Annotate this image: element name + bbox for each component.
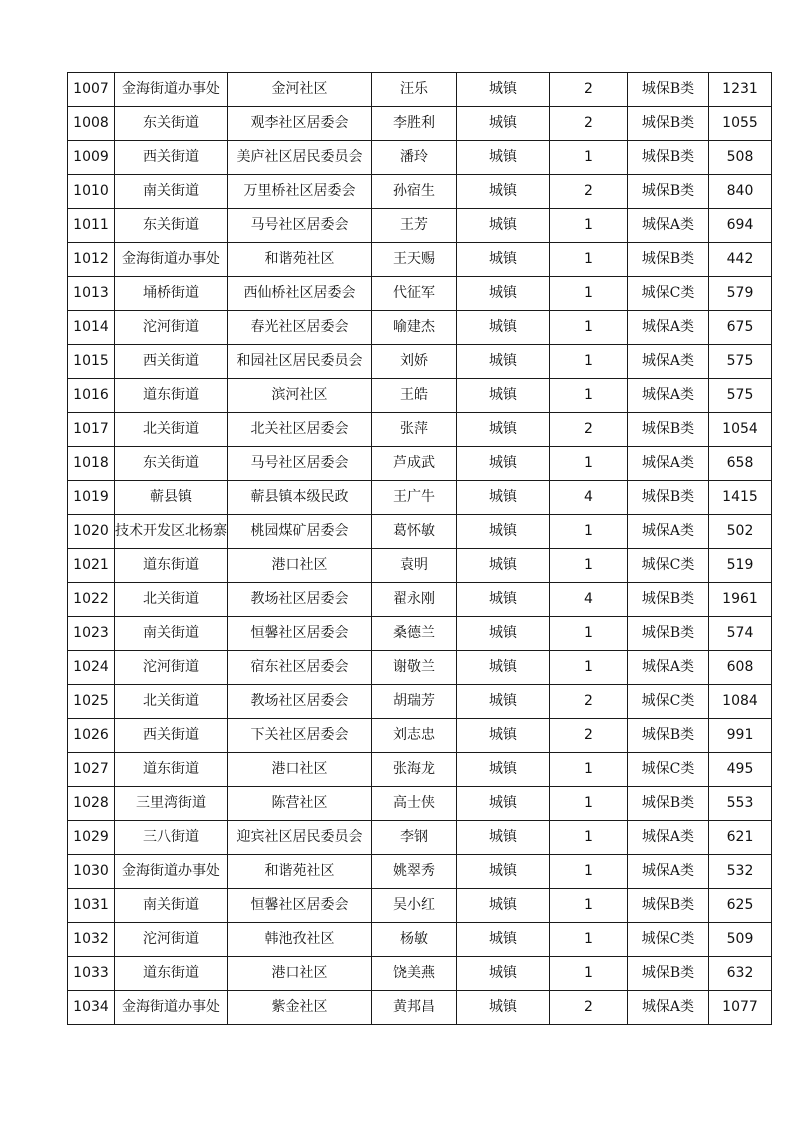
beneficiary-table	[67, 72, 772, 1025]
community-cell: 滨河社区	[228, 379, 372, 413]
household-size-cell: 2	[550, 107, 628, 141]
amount-cell: 675	[709, 311, 772, 345]
community-cell: 和谐苑社区	[228, 855, 372, 889]
household-size-cell: 1	[550, 243, 628, 277]
table-row	[68, 821, 772, 855]
community-cell: 陈营社区	[228, 787, 372, 821]
area-type-cell: 城镇	[457, 583, 550, 617]
household-size-cell: 1	[550, 923, 628, 957]
amount-cell: 632	[709, 957, 772, 991]
table-body	[68, 73, 772, 1025]
street-cell: 蕲县镇	[115, 481, 228, 515]
name-cell: 葛怀敏	[372, 515, 457, 549]
household-size-cell: 1	[550, 209, 628, 243]
household-size-cell: 1	[550, 345, 628, 379]
category-cell: 城保B类	[628, 583, 709, 617]
name-cell: 李钢	[372, 821, 457, 855]
street-cell: 道东街道	[115, 549, 228, 583]
table-row	[68, 175, 772, 209]
table-row	[68, 923, 772, 957]
household-size-cell: 1	[550, 753, 628, 787]
name-cell: 张萍	[372, 413, 457, 447]
table-row	[68, 107, 772, 141]
row-number-cell: 1012	[68, 243, 115, 277]
name-cell: 张海龙	[372, 753, 457, 787]
category-cell: 城保C类	[628, 277, 709, 311]
name-cell: 王广牛	[372, 481, 457, 515]
name-cell: 杨敏	[372, 923, 457, 957]
row-number-cell: 1030	[68, 855, 115, 889]
table-row	[68, 787, 772, 821]
community-cell: 观李社区居委会	[228, 107, 372, 141]
area-type-cell: 城镇	[457, 991, 550, 1025]
row-number-cell: 1014	[68, 311, 115, 345]
street-cell: 南关街道	[115, 889, 228, 923]
name-cell: 黄邦昌	[372, 991, 457, 1025]
table-row	[68, 379, 772, 413]
area-type-cell: 城镇	[457, 413, 550, 447]
row-number-cell: 1019	[68, 481, 115, 515]
community-cell: 港口社区	[228, 957, 372, 991]
area-type-cell: 城镇	[457, 481, 550, 515]
name-cell: 谢敬兰	[372, 651, 457, 685]
household-size-cell: 1	[550, 889, 628, 923]
amount-cell: 1231	[709, 73, 772, 107]
amount-cell: 1415	[709, 481, 772, 515]
category-cell: 城保B类	[628, 481, 709, 515]
area-type-cell: 城镇	[457, 787, 550, 821]
area-type-cell: 城镇	[457, 889, 550, 923]
community-cell: 教场社区居委会	[228, 685, 372, 719]
name-cell: 喻建杰	[372, 311, 457, 345]
amount-cell: 840	[709, 175, 772, 209]
amount-cell: 532	[709, 855, 772, 889]
household-size-cell: 1	[550, 447, 628, 481]
amount-cell: 502	[709, 515, 772, 549]
area-type-cell: 城镇	[457, 923, 550, 957]
household-size-cell: 2	[550, 685, 628, 719]
table-row	[68, 345, 772, 379]
amount-cell: 509	[709, 923, 772, 957]
row-number-cell: 1028	[68, 787, 115, 821]
area-type-cell: 城镇	[457, 549, 550, 583]
name-cell: 吴小红	[372, 889, 457, 923]
category-cell: 城保C类	[628, 549, 709, 583]
community-cell: 港口社区	[228, 753, 372, 787]
row-number-cell: 1034	[68, 991, 115, 1025]
row-number-cell: 1023	[68, 617, 115, 651]
category-cell: 城保B类	[628, 617, 709, 651]
community-cell: 桃园煤矿居委会	[228, 515, 372, 549]
name-cell: 刘志忠	[372, 719, 457, 753]
household-size-cell: 1	[550, 277, 628, 311]
row-number-cell: 1007	[68, 73, 115, 107]
category-cell: 城保B类	[628, 107, 709, 141]
street-cell: 金海街道办事处	[115, 855, 228, 889]
table-row	[68, 651, 772, 685]
community-cell: 宿东社区居委会	[228, 651, 372, 685]
name-cell: 潘玲	[372, 141, 457, 175]
household-size-cell: 1	[550, 379, 628, 413]
street-cell: 西关街道	[115, 141, 228, 175]
name-cell: 李胜利	[372, 107, 457, 141]
street-cell: 金海街道办事处	[115, 991, 228, 1025]
household-size-cell: 4	[550, 583, 628, 617]
amount-cell: 574	[709, 617, 772, 651]
name-cell: 袁明	[372, 549, 457, 583]
row-number-cell: 1027	[68, 753, 115, 787]
row-number-cell: 1021	[68, 549, 115, 583]
category-cell: 城保B类	[628, 73, 709, 107]
street-cell: 沱河街道	[115, 923, 228, 957]
name-cell: 代征军	[372, 277, 457, 311]
area-type-cell: 城镇	[457, 617, 550, 651]
category-cell: 城保B类	[628, 413, 709, 447]
table-row	[68, 481, 772, 515]
table-row	[68, 855, 772, 889]
name-cell: 姚翠秀	[372, 855, 457, 889]
household-size-cell: 1	[550, 549, 628, 583]
community-cell: 美庐社区居民委员会	[228, 141, 372, 175]
name-cell: 刘娇	[372, 345, 457, 379]
area-type-cell: 城镇	[457, 855, 550, 889]
area-type-cell: 城镇	[457, 685, 550, 719]
category-cell: 城保A类	[628, 651, 709, 685]
name-cell: 孙宿生	[372, 175, 457, 209]
row-number-cell: 1020	[68, 515, 115, 549]
street-cell: 道东街道	[115, 379, 228, 413]
category-cell: 城保A类	[628, 345, 709, 379]
amount-cell: 1077	[709, 991, 772, 1025]
category-cell: 城保A类	[628, 311, 709, 345]
area-type-cell: 城镇	[457, 73, 550, 107]
row-number-cell: 1016	[68, 379, 115, 413]
amount-cell: 495	[709, 753, 772, 787]
row-number-cell: 1029	[68, 821, 115, 855]
category-cell: 城保B类	[628, 889, 709, 923]
category-cell: 城保A类	[628, 447, 709, 481]
row-number-cell: 1011	[68, 209, 115, 243]
household-size-cell: 2	[550, 991, 628, 1025]
table-row	[68, 515, 772, 549]
table-row	[68, 311, 772, 345]
area-type-cell: 城镇	[457, 345, 550, 379]
category-cell: 城保A类	[628, 855, 709, 889]
table-row	[68, 277, 772, 311]
name-cell: 王天赐	[372, 243, 457, 277]
amount-cell: 1055	[709, 107, 772, 141]
street-cell: 东关街道	[115, 209, 228, 243]
category-cell: 城保A类	[628, 379, 709, 413]
amount-cell: 442	[709, 243, 772, 277]
community-cell: 教场社区居委会	[228, 583, 372, 617]
street-cell: 北关街道	[115, 583, 228, 617]
area-type-cell: 城镇	[457, 175, 550, 209]
community-cell: 下关社区居委会	[228, 719, 372, 753]
row-number-cell: 1032	[68, 923, 115, 957]
table-row	[68, 447, 772, 481]
street-cell: 西关街道	[115, 719, 228, 753]
table-row	[68, 753, 772, 787]
household-size-cell: 1	[550, 855, 628, 889]
community-cell: 恒馨社区居委会	[228, 617, 372, 651]
amount-cell: 1054	[709, 413, 772, 447]
household-size-cell: 1	[550, 787, 628, 821]
area-type-cell: 城镇	[457, 515, 550, 549]
community-cell: 马号社区居委会	[228, 209, 372, 243]
area-type-cell: 城镇	[457, 651, 550, 685]
name-cell: 桑德兰	[372, 617, 457, 651]
community-cell: 蕲县镇本级民政	[228, 481, 372, 515]
area-type-cell: 城镇	[457, 243, 550, 277]
household-size-cell: 1	[550, 141, 628, 175]
household-size-cell: 4	[550, 481, 628, 515]
name-cell: 芦成武	[372, 447, 457, 481]
street-cell: 北关街道	[115, 413, 228, 447]
household-size-cell: 1	[550, 957, 628, 991]
community-cell: 北关社区居委会	[228, 413, 372, 447]
row-number-cell: 1013	[68, 277, 115, 311]
category-cell: 城保C类	[628, 685, 709, 719]
amount-cell: 625	[709, 889, 772, 923]
category-cell: 城保A类	[628, 821, 709, 855]
street-cell: 道东街道	[115, 753, 228, 787]
community-cell: 迎宾社区居民委员会	[228, 821, 372, 855]
name-cell: 汪乐	[372, 73, 457, 107]
area-type-cell: 城镇	[457, 753, 550, 787]
row-number-cell: 1033	[68, 957, 115, 991]
community-cell: 韩池孜社区	[228, 923, 372, 957]
area-type-cell: 城镇	[457, 379, 550, 413]
street-cell: 东关街道	[115, 447, 228, 481]
household-size-cell: 1	[550, 617, 628, 651]
amount-cell: 1961	[709, 583, 772, 617]
community-cell: 恒馨社区居委会	[228, 889, 372, 923]
area-type-cell: 城镇	[457, 821, 550, 855]
row-number-cell: 1026	[68, 719, 115, 753]
community-cell: 金河社区	[228, 73, 372, 107]
row-number-cell: 1015	[68, 345, 115, 379]
household-size-cell: 2	[550, 175, 628, 209]
row-number-cell: 1031	[68, 889, 115, 923]
community-cell: 港口社区	[228, 549, 372, 583]
category-cell: 城保B类	[628, 957, 709, 991]
table-row	[68, 957, 772, 991]
table-row	[68, 719, 772, 753]
row-number-cell: 1018	[68, 447, 115, 481]
amount-cell: 658	[709, 447, 772, 481]
community-cell: 和谐苑社区	[228, 243, 372, 277]
table-row	[68, 991, 772, 1025]
table-row	[68, 243, 772, 277]
area-type-cell: 城镇	[457, 107, 550, 141]
street-cell: 南关街道	[115, 175, 228, 209]
category-cell: 城保B类	[628, 141, 709, 175]
household-size-cell: 1	[550, 311, 628, 345]
community-cell: 春光社区居委会	[228, 311, 372, 345]
street-cell: 沱河街道	[115, 651, 228, 685]
street-cell: 金海街道办事处	[115, 243, 228, 277]
street-cell: 埇桥街道	[115, 277, 228, 311]
amount-cell: 519	[709, 549, 772, 583]
area-type-cell: 城镇	[457, 311, 550, 345]
amount-cell: 1084	[709, 685, 772, 719]
amount-cell: 508	[709, 141, 772, 175]
area-type-cell: 城镇	[457, 719, 550, 753]
amount-cell: 621	[709, 821, 772, 855]
area-type-cell: 城镇	[457, 447, 550, 481]
row-number-cell: 1022	[68, 583, 115, 617]
row-number-cell: 1010	[68, 175, 115, 209]
category-cell: 城保A类	[628, 515, 709, 549]
household-size-cell: 2	[550, 719, 628, 753]
name-cell: 翟永刚	[372, 583, 457, 617]
area-type-cell: 城镇	[457, 277, 550, 311]
community-cell: 马号社区居委会	[228, 447, 372, 481]
community-cell: 西仙桥社区居委会	[228, 277, 372, 311]
name-cell: 王皓	[372, 379, 457, 413]
street-cell: 西关街道	[115, 345, 228, 379]
name-cell: 高士侠	[372, 787, 457, 821]
household-size-cell: 1	[550, 651, 628, 685]
amount-cell: 575	[709, 379, 772, 413]
row-number-cell: 1009	[68, 141, 115, 175]
amount-cell: 991	[709, 719, 772, 753]
category-cell: 城保B类	[628, 175, 709, 209]
street-cell: 技术开发区北杨寨	[115, 515, 228, 549]
street-cell: 三里湾街道	[115, 787, 228, 821]
street-cell: 北关街道	[115, 685, 228, 719]
street-cell: 道东街道	[115, 957, 228, 991]
row-number-cell: 1025	[68, 685, 115, 719]
household-size-cell: 2	[550, 73, 628, 107]
name-cell: 王芳	[372, 209, 457, 243]
table-row	[68, 685, 772, 719]
row-number-cell: 1024	[68, 651, 115, 685]
table-row	[68, 209, 772, 243]
table-row	[68, 141, 772, 175]
category-cell: 城保B类	[628, 787, 709, 821]
table-row	[68, 583, 772, 617]
amount-cell: 579	[709, 277, 772, 311]
amount-cell: 608	[709, 651, 772, 685]
community-cell: 万里桥社区居委会	[228, 175, 372, 209]
name-cell: 饶美燕	[372, 957, 457, 991]
street-cell: 南关街道	[115, 617, 228, 651]
category-cell: 城保C类	[628, 753, 709, 787]
row-number-cell: 1017	[68, 413, 115, 447]
street-cell: 三八街道	[115, 821, 228, 855]
household-size-cell: 1	[550, 821, 628, 855]
table-row	[68, 73, 772, 107]
category-cell: 城保A类	[628, 991, 709, 1025]
community-cell: 紫金社区	[228, 991, 372, 1025]
table-row	[68, 413, 772, 447]
household-size-cell: 1	[550, 515, 628, 549]
category-cell: 城保C类	[628, 923, 709, 957]
amount-cell: 553	[709, 787, 772, 821]
row-number-cell: 1008	[68, 107, 115, 141]
category-cell: 城保A类	[628, 209, 709, 243]
amount-cell: 694	[709, 209, 772, 243]
area-type-cell: 城镇	[457, 957, 550, 991]
community-cell: 和园社区居民委员会	[228, 345, 372, 379]
name-cell: 胡瑞芳	[372, 685, 457, 719]
street-cell: 东关街道	[115, 107, 228, 141]
category-cell: 城保B类	[628, 719, 709, 753]
amount-cell: 575	[709, 345, 772, 379]
street-cell: 金海街道办事处	[115, 73, 228, 107]
household-size-cell: 2	[550, 413, 628, 447]
table-row	[68, 549, 772, 583]
table-row	[68, 889, 772, 923]
street-cell: 沱河街道	[115, 311, 228, 345]
area-type-cell: 城镇	[457, 209, 550, 243]
area-type-cell: 城镇	[457, 141, 550, 175]
table-row	[68, 617, 772, 651]
category-cell: 城保B类	[628, 243, 709, 277]
